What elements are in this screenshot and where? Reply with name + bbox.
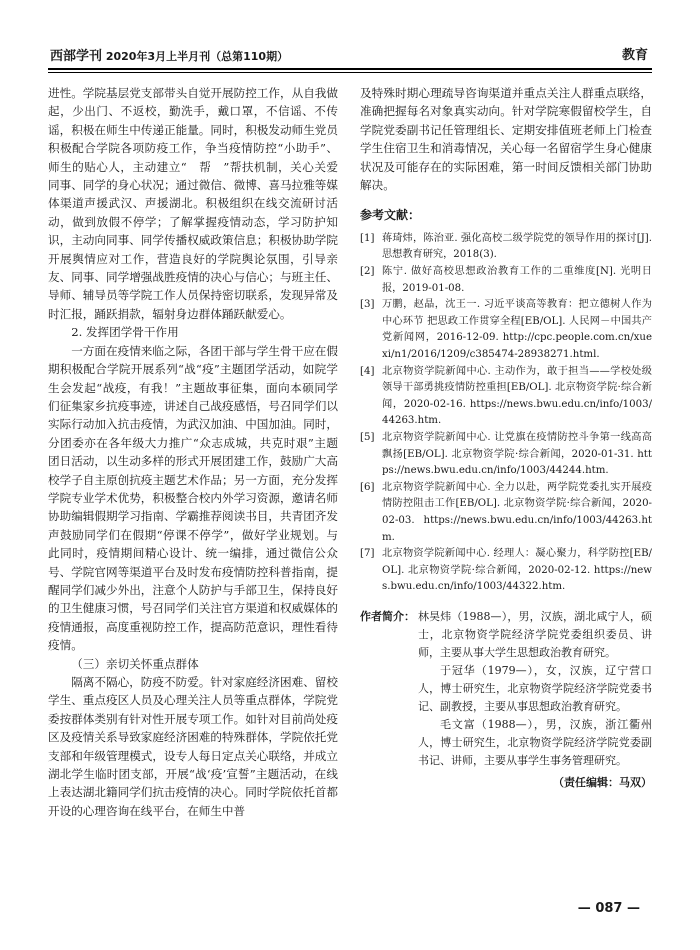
reference-item (360, 430, 652, 480)
reference-number: [6] (360, 481, 375, 493)
page-number: — 087 — (577, 901, 640, 916)
left-column (48, 84, 338, 820)
reference-text: 北京物资学院新闻中心. 经理人：凝心聚力，科学防控[EB/OL]. 北京物资学院·综合新闻，2020-02-12. https://news.bwu.edu.cn/info/1003/44322.htm. (382, 548, 652, 593)
body-paragraph: 隔离不隔心，防疫不防爱。针对家庭经济困难、留校学生、重点疫区人员及心理关注人员等重点群体，学院党委按群体类别有针对性开展专项工作。如针对目前尚处疫区及疫情关系导致家庭经济困难的特殊群体，学院依托党支部和年级管理模式，设专人每日定点关心联络，并成立湖北学生临时团支部，开展“战‘疫’宣誓”主题活动，在线上表达湖北籍同学们抗击疫情的决心。同时学院依托首都开设的心理咨询在线平台，在师生中普 (48, 675, 338, 818)
reference-item (360, 264, 652, 297)
reference-number: [2] (360, 266, 375, 278)
author-bio-list (418, 608, 652, 770)
page-header (48, 42, 652, 66)
author-bio-block (360, 608, 652, 770)
journal-masthead (50, 45, 288, 64)
body-paragraph: 进性。学院基层党支部带头自觉开展防控工作，从自我做起，少出门、不返校，勤洗手，戴口罩，不信谣、不传谣，积极在师生中传递正能量。同时，积极发动师生党员积极配合学院各项防疫工作，争当疫情防控“小助手”、师生的贴心人，主动建立“ 帮 ”帮扶机制，关心关爱同事、同学的身心状况；通过微信、微博、喜马拉雅等媒体渠道声援武汉、声援湖北。积极组织在线交流研讨活动，做到放假不停学；了解掌握疫情动态，学习防护知识，主动向同事、同学传播权威政策信息；积极协助学院开展舆情应对工作，营造良好的学院舆论氛围，引导亲友、同事、同学增强战胜疫情的决心与信心；与班主任、导师、辅导员等学院工作人员保持密切联系，发现异常及时汇报，踊跃捐款，辐射身边群体踊跃献爱心。 (48, 86, 338, 321)
section-heading: 2. 发挥团学骨干作用 (71, 325, 179, 340)
reference-item (360, 231, 652, 264)
reference-item (360, 480, 652, 546)
reference-item (360, 546, 652, 596)
reference-text: 北京物资学院新闻中心. 主动作为，敢于担当——学校处级领导干部勇挑疫情防控重担[EB/OL]. 北京物资学院·综合新闻，2020-02-16. https://news.bwu.edu.cn/info/1003/44263.htm. (382, 365, 652, 427)
author-bio: 毛文富（1988—），男，汉族，浙江衢州人，博士研究生，北京物资学院经济学院党委副书记、讲师，主要从事学生事务管理研究。 (418, 717, 652, 767)
reference-number: [7] (360, 548, 375, 560)
responsible-editor: （责任编辑：马双） (553, 775, 652, 789)
reference-number: [4] (360, 365, 375, 377)
reference-item (360, 364, 652, 430)
reference-text: 蒋琦炜，陈治亚. 强化高校二级学院党的领导作用的探讨[J]. 思想教育研究，2018(3). (382, 232, 652, 261)
reference-number: [5] (360, 431, 375, 443)
author-bio: 于冠华（1979—），女，汉族，辽宁营口人，博士研究生，北京物资学院经济学院党委书记、副教授，主要从事思想政治教育研究。 (418, 663, 652, 713)
reference-text: 北京物资学院新闻中心. 让党旗在疫情防控斗争第一线高高飘扬[EB/OL]. 北京物资学院·综合新闻，2020-01-31. https://news.bwu.edu.cn/info/1003/44244.htm. (382, 431, 652, 477)
reference-number: [3] (360, 299, 375, 311)
body-paragraph: 及特殊时期心理疏导咨询渠道并重点关注人群重点联络，准确把握每名对象真实动向。针对学院寒假留校学生，自学院党委副书记任管理组长、定期安排值班老师上门检查学生住宿卫生和消毒情况，关心每一名留宿学生身心健康状况及可能存在的实际困难，第一时间反馈相关部门协助解决。 (360, 86, 652, 193)
body-paragraph: 一方面在疫情来临之际，各团干部与学生骨干应在假期积极配合学院开展系列“战“疫”主题团学活动，如院学生会发起“战疫，有我！”主题故事征集，面向本硕同学们征集家乡抗疫事迹，讲述自己战疫感悟，号召同学们以实际行动加入抗击疫情，为武汉加油、中国加油。同时，分团委亦在各年级大力推广“众志成城，共克时艰”主题团日活动，以生动多样的形式开展团建工作，鼓励广大高校学子自主原创抗疫主题艺术作品；另一方面，充分发挥学院专业学术优势，积极整合校内外学习资源，邀请名师协助编辑假期学习指南、学霸推荐阅读书目，共青团齐发声鼓励同学们在假期“停课不停学”，做好学业规划。与此同时，疫情期间精心设计、统一编排，通过微信公众号、学院官网等渠道平台及时发布疫情防控科普指南，提醒同学们减少外出，注意个人防护与手部卫生，保持良好的卫生健康习惯，号召同学们关注官方渠道和权威媒体的疫情通报，高度重视防控工作，提高防范意识，理性看待疫情。 (48, 343, 338, 653)
reference-text: 陈宁. 做好高校思想政治教育工作的二重维度[N]. 光明日报，2019-01-08. (382, 266, 652, 294)
section-heading: （三）亲切关怀重点群体 (71, 656, 199, 671)
reference-number: [1] (360, 232, 375, 244)
reference-item (360, 297, 652, 363)
references-title: 参考文献： (360, 208, 421, 223)
journal-logo: 西部学刊 (50, 49, 103, 64)
issue-info: 2020年3月上半月刊（总第110期） (105, 50, 289, 63)
reference-text: 北京物资学院新闻中心. 全力以赴，两学院党委扎实开展疫情防控阻击工作[EB/OL]. 北京物资学院·综合新闻，2020-02-03. https://news.bwu.edu.cn/info/1003/44263.htm. (382, 481, 652, 543)
right-column (360, 84, 652, 792)
header-rule-thick (48, 68, 652, 70)
reference-text: 万鹏，赵晶，沈王一. 习近平谈高等教育：把立德树人作为中心环节 把思政工作贯穿全程[EB/OL]. 人民网－中国共产党新闻网，2016-12-09. http://cpc.people.com.cn/xuexi/n1/2016/1209/c385474-28938271.html. (382, 299, 652, 360)
header-rule-thin (48, 72, 652, 73)
author-bio: 林昊炜（1988—），男，汉族，湖北咸宁人，硕士，北京物资学院经济学院党委组织委员、讲师，主要从事大学生思想政治教育研究。 (418, 609, 652, 659)
section-label: 教育 (621, 48, 648, 63)
author-bio-label: 作者简介： (360, 609, 415, 623)
